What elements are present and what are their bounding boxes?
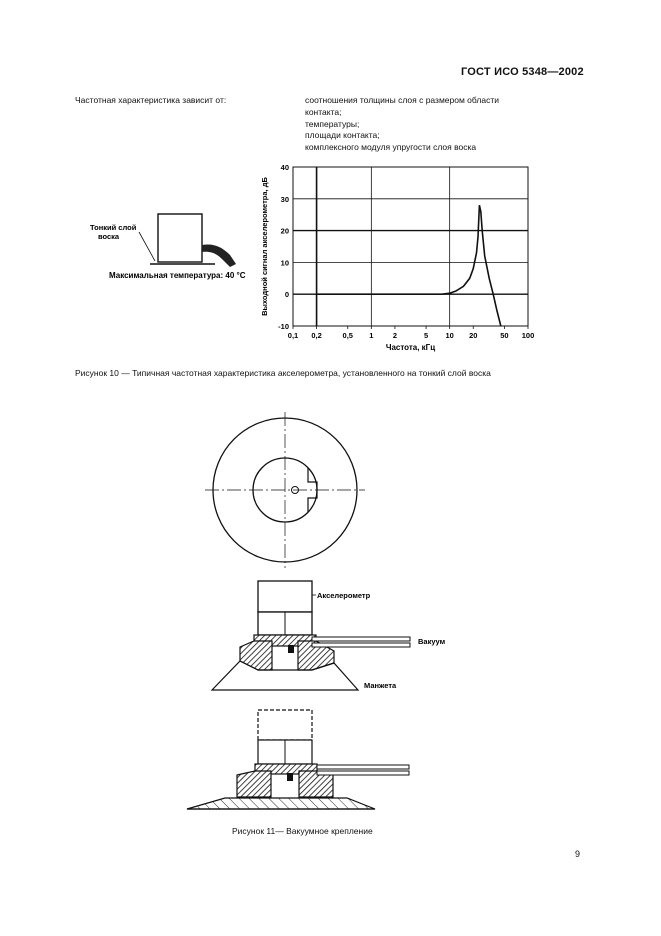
y-tick-label: -10 xyxy=(278,322,289,331)
grid xyxy=(293,167,528,326)
figure-10-caption: Рисунок 10 — Типичная частотная характеристика акселерометра, установленного на тонкий слой воска xyxy=(75,368,491,378)
x-tick-label: 0,2 xyxy=(311,331,322,340)
wax-label: Тонкий слой xyxy=(90,223,137,232)
intro-lead: Частотная характеристика зависит от: xyxy=(75,95,227,105)
y-tick-label: 30 xyxy=(280,194,289,204)
accelerometer-label: Акселерометр xyxy=(317,591,371,600)
vacuum-label: Вакуум xyxy=(418,637,446,646)
y-tick-label: 20 xyxy=(280,226,289,236)
accelerometer-body xyxy=(258,581,312,612)
x-tick-label: 5 xyxy=(424,331,429,340)
x-axis-label: Частота, кГц xyxy=(385,343,436,352)
x-tick-label: 20 xyxy=(469,331,478,340)
y-tick-label: 10 xyxy=(280,258,289,268)
x-tick-label: 10 xyxy=(445,331,454,340)
leader-line xyxy=(139,232,155,261)
intro-item: соотношения толщины слоя с размером области xyxy=(305,95,499,105)
x-tick-label: 100 xyxy=(521,331,535,340)
vacuum-mount-section-surface xyxy=(185,705,420,815)
y-tick-label: 0 xyxy=(284,290,289,300)
wax-label: воска xyxy=(98,232,120,241)
figure-11-caption: Рисунок 11— Вакуумное крепление xyxy=(232,826,373,836)
response-curve xyxy=(317,205,501,326)
vacuum-mount-section-cuff xyxy=(200,575,446,695)
intro-item: температуры; xyxy=(305,118,360,129)
x-tick-label: 2 xyxy=(392,331,397,340)
vacuum-port xyxy=(287,773,293,781)
max-temperature-label: Максимальная температура: 40 °C xyxy=(109,271,246,280)
x-tick-label: 0,1 xyxy=(287,331,299,340)
wax-mount-sketch xyxy=(80,205,270,285)
x-tick-label: 0,5 xyxy=(342,331,353,340)
vacuum-hose xyxy=(312,643,410,647)
frequency-response-chart xyxy=(255,158,545,358)
x-tick-label: 1 xyxy=(369,331,374,340)
vacuum-mount-top-view xyxy=(200,410,380,570)
vacuum-hose xyxy=(317,771,409,775)
vacuum-hose xyxy=(317,765,409,769)
accelerometer-body xyxy=(158,214,202,262)
vacuum-hose xyxy=(312,637,410,641)
intro-item: площади контакта; xyxy=(305,130,380,141)
cuff-skirt xyxy=(212,661,358,690)
cuff-left-section xyxy=(237,771,271,797)
intro-list xyxy=(305,95,499,154)
cuff-label: Манжета xyxy=(364,681,397,690)
x-tick-label: 50 xyxy=(500,331,509,340)
y-axis-label: Выходной сигнал акселерометра, дБ xyxy=(260,177,269,316)
plot-frame xyxy=(293,167,528,326)
standard-header: ГОСТ ИСО 5348—2002 xyxy=(461,66,584,78)
intro-item: контакта; xyxy=(305,106,342,117)
page-number: 9 xyxy=(575,849,581,859)
cuff-left-section xyxy=(240,641,272,670)
y-tick-label: 40 xyxy=(280,163,289,172)
intro-item: комплексного модуля упругости слоя воска xyxy=(305,142,477,153)
vacuum-port xyxy=(288,645,294,653)
accelerometer-body xyxy=(258,710,312,740)
mounting-surface xyxy=(187,798,375,809)
